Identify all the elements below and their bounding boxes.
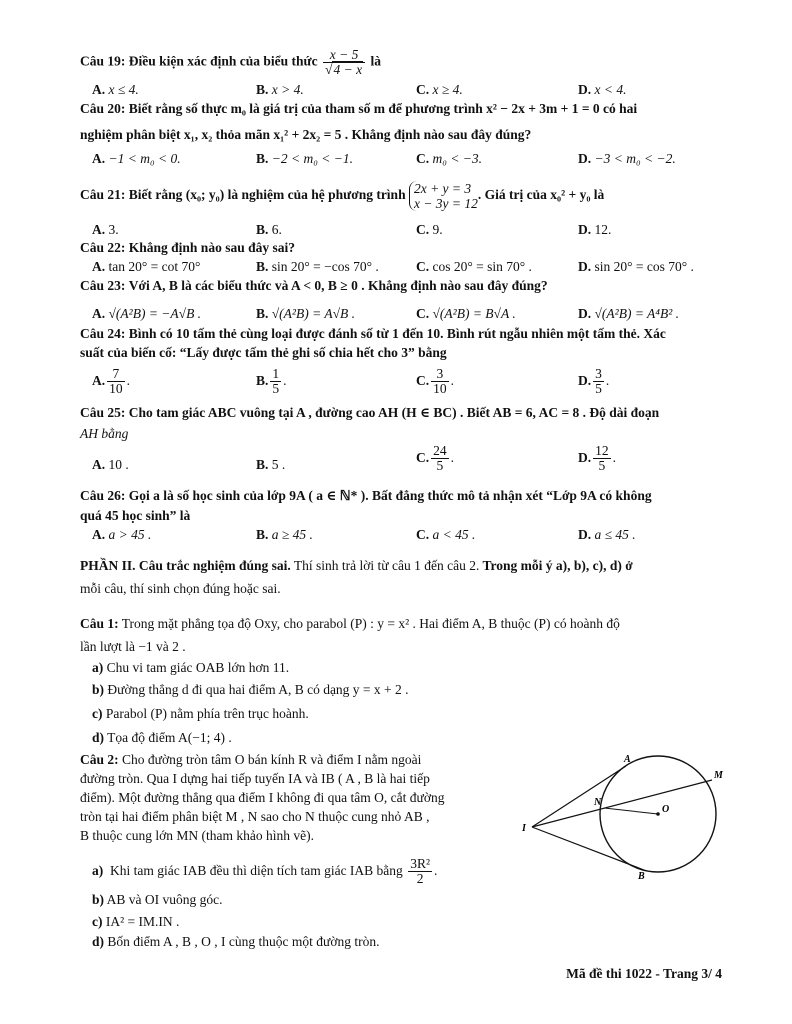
p2q2-item-b: b) AB và OI vuông góc. xyxy=(92,892,223,907)
circle-tangent-figure xyxy=(520,752,730,882)
q19-fraction: $\frac{x - 5}{√4 - x}$ xyxy=(323,48,365,77)
p2q1-item-d: d) Tọa độ điểm A(−1; 4) . xyxy=(92,730,232,745)
q19-option-c: C. x ≥ 4. xyxy=(416,82,463,97)
p2q2-item-d: d) Bốn điểm A , B , O , I cùng thuộc một đường tròn. xyxy=(92,934,380,949)
part2-heading: PHẦN II. Câu trắc nghiệm đúng sai. Thí sinh trả lời từ câu 1 đến câu 2. Trong mỗi ý a), b), c), d) ở xyxy=(80,558,633,573)
label-a: A xyxy=(624,754,631,765)
q20-option-b: B. −2 < m₀ < −1. xyxy=(256,151,354,166)
p2q1-stem-line1: Câu 1: Trong mặt phẳng tọa độ Oxy, cho parabol (P) : y = x² . Hai điểm A, B thuộc (P) có hoành độ xyxy=(80,616,620,631)
q19-text: Điều kiện xác định của biểu thức xyxy=(128,53,318,69)
q20-stem-line2: nghiệm phân biệt x₁, x₂ thỏa mãn x₁² + 2x₂ = 5 . Khẳng định nào sau đây đúng? xyxy=(80,127,532,142)
q26-stem-line2: quá 45 học sinh” là xyxy=(80,508,191,523)
q19-option-b: B. x > 4. xyxy=(256,82,304,97)
p2q1-item-b: b) Đường thẳng d đi qua hai điểm A, B có dạng y = x + 2 . xyxy=(92,682,409,697)
q24-stem-line1: Câu 24: Bình có 10 tấm thẻ cùng loại được đánh số từ 1 đến 10. Bình rút ngẫu nhiên một tấm thẻ. Xác xyxy=(80,326,666,341)
q22-option-d: D. sin 20° = cos 70° . xyxy=(578,259,694,274)
p2q2-item-a: a) Khi tam giác IAB đều thì diện tích tam giác IAB bằng $\frac{\text{3R²}}{2}$ . xyxy=(92,856,438,887)
tangent-ia xyxy=(532,766,626,827)
p2q2-stem-line1: Câu 2: Cho đường tròn tâm O bán kính R và điểm I nằm ngoài xyxy=(80,752,422,767)
center-dot xyxy=(656,812,660,816)
q21-option-a: A. 3. xyxy=(92,222,119,237)
q24-option-d: D. $\frac{3}{5}$ . xyxy=(578,366,610,397)
p2q2-stem-line4: tròn tại hai điểm phân biệt M , N sao cho N thuộc cung nhỏ AB , xyxy=(80,809,430,824)
q23-option-d: D. √(A²B) = A⁴B² . xyxy=(578,306,680,321)
q20-option-c: C. m₀ < −3. xyxy=(416,151,483,166)
q24-option-c: C. $\frac{3}{10}$ . xyxy=(416,366,454,397)
label-o: O xyxy=(662,804,670,815)
q25-option-c: C. $\frac{24}{5}$ . xyxy=(416,443,454,474)
q26-option-b: B. a ≥ 45 . xyxy=(256,527,313,542)
q25-stem-line1: Câu 25: Cho tam giác ABC vuông tại A , đường cao AH (H ∈ BC) . Biết AB = 6, AC = 8 . Độ dài đoạn xyxy=(80,405,660,420)
q21-option-b: B. 6. xyxy=(256,222,282,237)
p2q2-item-c: c) IA² = IM.IN . xyxy=(92,914,180,929)
label-n: N xyxy=(594,797,602,808)
q24-option-b: B. $\frac{1}{5}$ . xyxy=(256,366,287,397)
q19-option-d: D. x < 4. xyxy=(578,82,627,97)
p2q1-item-c: c) Parabol (P) nằm phía trên trục hoành. xyxy=(92,706,309,721)
q24-option-a: A. $\frac{7}{10}$ . xyxy=(92,366,130,397)
q25-stem-line2: AH bằng xyxy=(80,426,129,441)
q25-option-a: A. 10 . xyxy=(92,457,129,472)
q23-option-c: C. √(A²B) = B√A . xyxy=(416,306,516,321)
p2q2-stem-line2: đường tròn. Qua I dựng hai tiếp tuyến IA và IB ( A , B là hai tiếp xyxy=(80,771,430,786)
part2-heading-line2: mỗi câu, thí sinh chọn đúng hoặc sai. xyxy=(80,581,281,596)
q19-label: Câu 19: xyxy=(80,53,126,69)
q22-option-a: A. tan 20° = cot 70° xyxy=(92,259,201,274)
q23-option-a: A. √(A²B) = −A√B . xyxy=(92,306,202,321)
q22-stem: Câu 22: Khẳng định nào sau đây sai? xyxy=(80,240,295,255)
q26-option-c: C. a < 45 . xyxy=(416,527,476,542)
label-m: M xyxy=(714,770,723,781)
q19-stem: Câu 19: Điều kiện xác định của biểu thức $\frac{x - 5}{√4 - x}$ là xyxy=(80,47,381,77)
q21-system: 2x + y = 3 x − 3y = 12 xyxy=(409,181,478,211)
p2q2-stem-line5: B thuộc cung lớn MN (tham khảo hình vẽ). xyxy=(80,828,314,843)
q23-option-b: B. √(A²B) = A√B . xyxy=(256,306,355,321)
p2q2-stem-line3: điểm). Một đường thẳng qua điểm I không đi qua tâm O, cắt đường xyxy=(80,790,445,805)
q26-option-a: A. a > 45 . xyxy=(92,527,152,542)
q22-option-b: B. sin 20° = −cos 70° . xyxy=(256,259,379,274)
q24-stem-line2: suất của biến cố: “Lấy được tấm thẻ ghi số chia hết cho 3” bằng xyxy=(80,345,447,360)
tangent-ib xyxy=(532,827,644,870)
q22-option-c: C. cos 20° = sin 70° . xyxy=(416,259,532,274)
q20-option-d: D. −3 < m₀ < −2. xyxy=(578,151,676,166)
q26-stem-line1: Câu 26: Gọi a là số học sinh của lớp 9A ( a ∈ ℕ* ). Bất đẳng thức mô tả nhận xét “Lớp 9A có không xyxy=(80,488,652,503)
q25-option-b: B. 5 . xyxy=(256,457,286,472)
q21-stem: Câu 21: Biết rằng (x₀; y₀) là nghiệm của hệ phương trình 2x + y = 3 x − 3y = 12 . Giá trị của x₀² + y₀ là xyxy=(80,180,605,211)
q21-option-c: C. 9. xyxy=(416,222,443,237)
p2q1-item-a: a) Chu vi tam giác OAB lớn hơn 11. xyxy=(92,660,290,675)
secant-imn xyxy=(532,780,712,827)
q20-option-a: A. −1 < m₀ < 0. xyxy=(92,151,181,166)
q19-option-a: A. x ≤ 4. xyxy=(92,82,139,97)
label-b: B xyxy=(638,871,645,882)
q23-stem: Câu 23: Với A, B là các biểu thức và A < 0, B ≥ 0 . Khẳng định nào sau đây đúng? xyxy=(80,278,548,293)
q26-option-d: D. a ≤ 45 . xyxy=(578,527,636,542)
q21-option-d: D. 12. xyxy=(578,222,612,237)
p2q1-stem-line2: lần lượt là −1 và 2 . xyxy=(80,639,186,654)
page-footer: Mã đề thi 1022 - Trang 3/ 4 xyxy=(566,966,722,981)
label-i: I xyxy=(522,823,526,834)
segment-no xyxy=(604,808,658,814)
q25-option-d: D. $\frac{12}{5}$ . xyxy=(578,443,616,474)
q20-stem-line1: Câu 20: Biết rằng số thực m₀ là giá trị của tham số m để phương trình x² − 2x + 3m + 1 = 0 có hai xyxy=(80,101,638,116)
